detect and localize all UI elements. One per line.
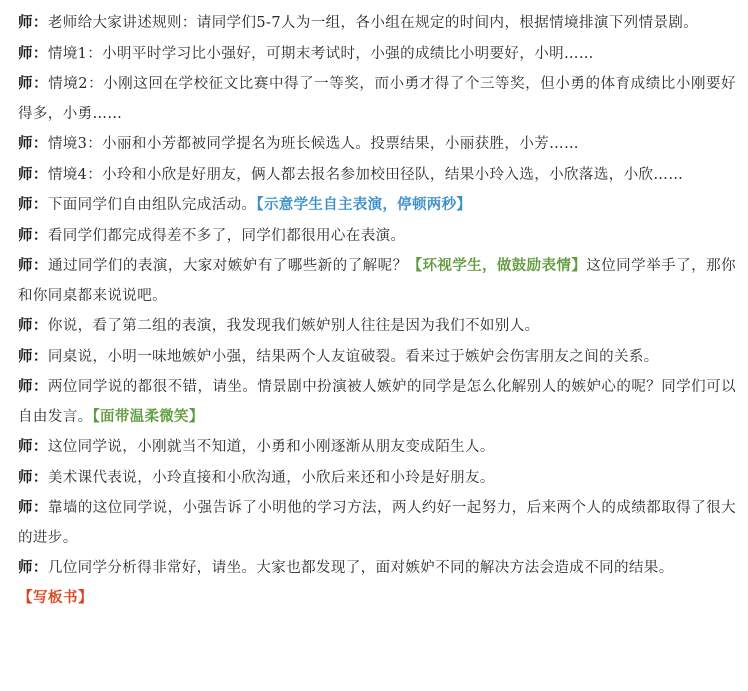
paragraph-scenario-3	[18, 129, 736, 160]
paragraph-text: 情境1：小明平时学习比小强好，可期末考试时，小强的成绩比小明要好，小明……	[47, 45, 594, 62]
paragraph-scenario-2	[18, 69, 736, 129]
paragraph-answer-4	[18, 463, 736, 494]
paragraph-scenario-4	[18, 160, 736, 191]
paragraph-answer-5	[18, 493, 736, 553]
paragraph-text: 情境3：小丽和小芳都被同学提名为班长候选人。投票结果，小丽获胜，小芳……	[47, 136, 579, 152]
paragraph-conclusion	[18, 553, 736, 584]
paragraph-text: 这位同学说，小刚就当不知道，小勇和小刚逐渐从朋友变成陌生人。	[47, 439, 495, 455]
stage-direction-note: 【面带温柔微笑】	[92, 408, 204, 425]
speaker-label: 师：	[18, 499, 48, 516]
paragraph-text: 靠墙的这位同学说，小强告诉了小明他的学习方法，两人约好一起努力，后来两个人的成绩都取得了很大的进步。	[18, 500, 736, 546]
paragraph-text: 看同学们都完成得差不多了，同学们都很用心在表演。	[47, 227, 406, 244]
speaker-label: 师：	[18, 14, 48, 31]
paragraph-activity	[18, 190, 736, 221]
speaker-label: 师：	[18, 559, 48, 576]
paragraph-text: 下面同学们自由组队完成活动。	[47, 197, 257, 213]
paragraph-answer-3	[18, 432, 736, 463]
paragraph-text: 两位同学说的都很不错，请坐。情景剧中扮演被人嫉妒的同学是怎么化解别人的嫉妒心的呢？同学们可以自由发言。	[18, 379, 736, 425]
speaker-label: 师：	[18, 196, 48, 213]
stage-direction-note: 【示意学生自主表演，停顿两秒】	[256, 197, 472, 213]
paragraph-text: 美术课代表说，小玲直接和小欣沟通，小欣后来还和小玲是好朋友。	[47, 469, 495, 486]
paragraph-text: 几位同学分析得非常好，请坐。大家也都发现了，面对嫉妒不同的解决方法会造成不同的结果。	[47, 560, 674, 576]
paragraph-rules	[18, 8, 736, 39]
paragraph-text-after: 这位同学举手了，那你和你同桌都来说说吧。	[18, 258, 736, 304]
paragraph-answer-1	[18, 311, 736, 342]
speaker-label: 师：	[18, 468, 48, 486]
paragraph-text: 老师给大家讲述规则：请同学们5-7人为一组，各小组在规定的时间内，根据情境排演下列情景剧。	[47, 15, 699, 31]
speaker-label: 师：	[18, 257, 48, 274]
section-heading: 【写板书】	[18, 589, 93, 606]
speaker-label: 师：	[18, 165, 48, 183]
paragraph-follow-up	[18, 372, 736, 432]
speaker-label: 师：	[18, 44, 48, 62]
speaker-label: 师：	[18, 347, 48, 365]
paragraph-question	[18, 251, 736, 311]
paragraph-scenario-1	[18, 39, 736, 70]
speaker-label: 师：	[18, 226, 48, 244]
paragraph-text: 通过同学们的表演，大家对嫉妒有了哪些新的了解呢？	[47, 258, 408, 274]
paragraph-text: 同桌说，小明一味地嫉妒小强，结果两个人友谊破裂。看来过于嫉妒会伤害朋友之间的关系。	[47, 348, 659, 365]
paragraph-text: 你说，看了第二组的表演，我发现我们嫉妒别人往往是因为我们不如别人。	[47, 318, 540, 334]
stage-direction-note: 【环视学生，做鼓励表情】	[407, 258, 587, 274]
speaker-label: 师：	[18, 75, 49, 92]
speaker-label: 师：	[18, 135, 48, 152]
paragraph-observation	[18, 221, 736, 252]
speaker-label: 师：	[18, 378, 48, 395]
paragraph-answer-2	[18, 342, 736, 373]
speaker-label: 师：	[18, 317, 48, 334]
speaker-label: 师：	[18, 438, 48, 455]
paragraph-text: 情境2：小刚这回在学校征文比赛中得了一等奖，而小勇才得了个三等奖，但小勇的体育成绩比小刚要好得多，小勇……	[18, 76, 736, 122]
paragraph-text: 情境4：小玲和小欣是好朋友，俩人都去报名参加校田径队，结果小玲入选，小欣落选，小欣……	[47, 166, 684, 183]
